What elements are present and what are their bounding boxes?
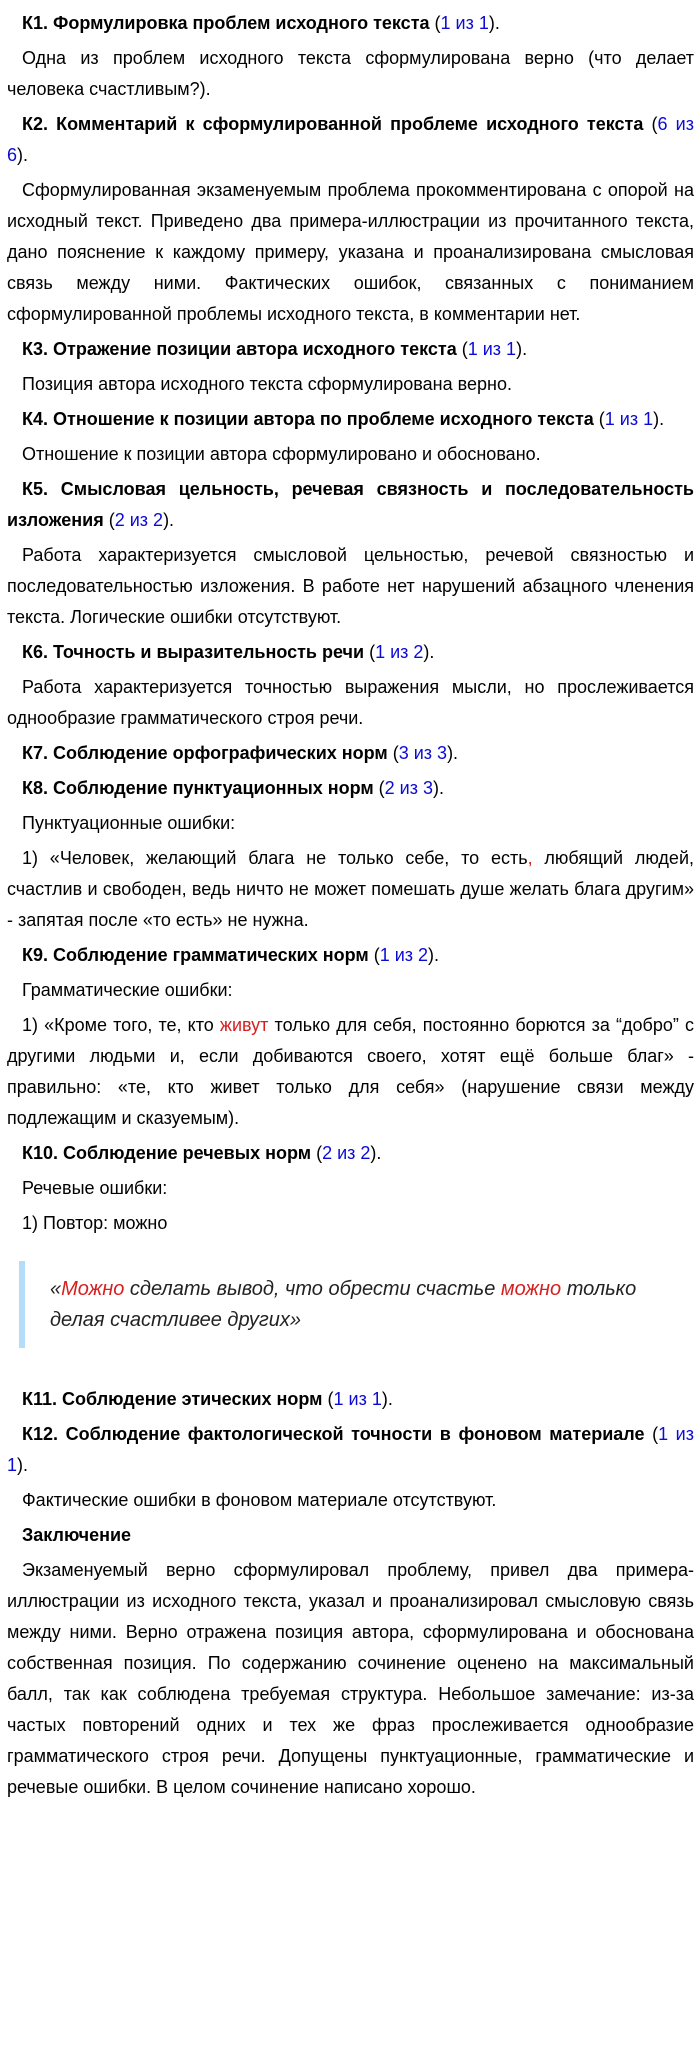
criterion-k12-comment: Фактические ошибки в фоновом материале отсутствуют. — [22, 1490, 497, 1510]
criterion-k9-score: 1 из 2 — [379, 945, 429, 965]
criterion-k5-code: К5. — [22, 479, 48, 499]
criterion-k8-title: Соблюдение пунктуационных норм — [53, 778, 374, 798]
conclusion-text: Экзаменуемый верно сформулировал проблему, привел два примера-иллюстрации из исходного текста, указал и проанализировал смысловую связь между ними. Верно отражена позиция автора, сформулирована и обоснована собственная позиция. По содержанию сочинение оценено на максимальный балл, так как соблюдена требуемая структура. Небольшое замечание: из-за частых повторений одних и тех же фраз прослеживается однообразие грамматического строя речи. Допущены пунктуационные, грамматические и речевые ошибки. В целом сочинение написано хорошо. — [7, 1560, 694, 1797]
criterion-k4-heading: К4. Отношение к позиции автора по проблеме исходного текста (1 из 1). — [22, 409, 665, 429]
criterion-k7-title: Соблюдение орфографических норм — [53, 743, 388, 763]
criterion-k8-code: К8. — [22, 778, 48, 798]
quote-repeat-word-2: можно — [500, 1278, 562, 1300]
criterion-k1-title: Формулировка проблем исходного текста — [53, 13, 430, 33]
criterion-k5-heading: К5. Смысловая цельность, речевая связность и последовательность изложения (2 из 2). — [7, 479, 694, 530]
criterion-k10-heading: К10. Соблюдение речевых норм (2 из 2). — [22, 1143, 382, 1163]
criterion-k11-title: Соблюдение этических норм — [62, 1389, 323, 1409]
criterion-k10-score: 2 из 2 — [322, 1143, 371, 1163]
criterion-k7-code: К7. — [22, 743, 48, 763]
criterion-k3-comment: Позиция автора исходного текста сформулирована верно. — [22, 374, 512, 394]
criterion-k10-title: Соблюдение речевых норм — [63, 1143, 312, 1163]
criterion-k8-heading: К8. Соблюдение пунктуационных норм (2 из 3). — [22, 778, 444, 798]
criterion-k9-title: Соблюдение грамматических норм — [53, 945, 369, 965]
criterion-k10-subheading: Речевые ошибки: — [22, 1178, 168, 1198]
criterion-k2-title: Комментарий к сформулированной проблеме исходного текста — [56, 114, 644, 134]
criterion-k2-heading: К2. Комментарий к сформулированной проблеме исходного текста (6 из 6). — [7, 114, 694, 165]
quote-text-middle: сделать вывод, что обрести счастье — [124, 1278, 501, 1300]
criterion-k5-title: Смысловая цельность, речевая связность и последовательность изложения — [7, 479, 694, 530]
criterion-k5-score: 2 из 2 — [114, 510, 164, 530]
criterion-k12-heading: К12. Соблюдение фактологической точности в фоновом материале (1 из 1). — [7, 1424, 694, 1475]
conclusion-title: Заключение — [22, 1525, 132, 1545]
criterion-k8-score: 2 из 3 — [384, 778, 433, 798]
criterion-k4-score: 1 из 1 — [604, 409, 654, 429]
error-item-text-before: 1) «Человек, желающий блага не только себе, то есть — [22, 848, 528, 868]
criterion-k4-code: К4. — [22, 409, 48, 429]
criterion-k11-heading: К11. Соблюдение этических норм (1 из 1). — [22, 1389, 393, 1409]
criterion-k3-title: Отражение позиции автора исходного текста — [53, 339, 457, 359]
criterion-k9-error-item — [7, 1010, 694, 1134]
criterion-k3-code: К3. — [22, 339, 48, 359]
quote-text-end: только делая счастливее других» — [50, 1278, 637, 1331]
criterion-k7-heading: К7. Соблюдение орфографических норм (3 из 3). — [22, 743, 459, 763]
criterion-k6-heading: К6. Точность и выразительность речи (1 из 2). — [22, 642, 435, 662]
error-item-text-after: любящий людей, счастлив и свободен, ведь ничто не может помешать душе желать блага другим» - запятая после «то есть» не нужна. — [7, 848, 694, 930]
error-highlight: живут — [219, 1015, 269, 1035]
error-item-text-after: только для себя, постоянно борются за “добро” с другими людьми и, если добиваются своего, хотят ещё больше благ» - правильно: «те, кто живет только для себя» (нарушение связи между подлежащим и сказуемым). — [7, 1015, 694, 1128]
criterion-k7-score: 3 из 3 — [398, 743, 448, 763]
criterion-k11-score: 1 из 1 — [333, 1389, 382, 1409]
criterion-k9-heading: К9. Соблюдение грамматических норм (1 из 2). — [22, 945, 440, 965]
error-highlight: , — [527, 848, 533, 868]
criterion-k1-code: К1. — [22, 13, 48, 33]
criterion-k1-score: 1 из 1 — [440, 13, 489, 33]
criterion-k2-code: К2. — [22, 114, 48, 134]
criterion-k1-heading: К1. Формулировка проблем исходного текста (1 из 1). — [22, 13, 500, 33]
criterion-k2-comment: Сформулированная экзаменуемым проблема прокомментирована с опорой на исходный текст. Приведено два примера-иллюстрации из прочитанного текста, дано пояснение к каждому примеру, указана и проанализирована смысловая связь между ними. Фактических ошибок, связанных с пониманием сформулированной проблемы исходного текста, в комментарии нет. — [7, 180, 694, 324]
criterion-k10-code: К10. — [22, 1143, 59, 1163]
criterion-k5-comment: Работа характеризуется смысловой цельностью, речевой связностью и последовательностью изложения. В работе нет нарушений абзацного членения текста. Логические ошибки отсутствуют. — [7, 545, 694, 627]
criterion-k11-code: К11. — [22, 1389, 58, 1409]
criterion-k6-comment: Работа характеризуется точностью выражения мысли, но прослеживается однообразие грамматического строя речи. — [7, 677, 694, 728]
criterion-k3-score: 1 из 1 — [467, 339, 517, 359]
criterion-k6-code: К6. — [22, 642, 48, 662]
criterion-k6-score: 1 из 2 — [375, 642, 424, 662]
criterion-k4-comment: Отношение к позиции автора сформулировано и обосновано. — [22, 444, 541, 464]
criterion-k8-error-item — [7, 843, 694, 936]
error-item-text-before: 1) «Кроме того, те, кто — [22, 1015, 220, 1035]
criterion-k1-comment: Одна из проблем исходного текста сформулирована верно (что делает человека счастливым?). — [7, 48, 694, 99]
criterion-k9-code: К9. — [22, 945, 48, 965]
criterion-k2-score: 6 из 6 — [7, 114, 694, 165]
criterion-k6-title: Точность и выразительность речи — [53, 642, 365, 662]
quote-block — [19, 1261, 694, 1348]
criterion-k9-subheading: Грамматические ошибки: — [22, 980, 233, 1000]
criterion-k3-heading: К3. Отражение позиции автора исходного текста (1 из 1). — [22, 339, 528, 359]
criterion-k10-error-item: 1) Повтор: можно — [22, 1213, 168, 1233]
quote-repeat-word-1: Можно — [61, 1278, 125, 1300]
criterion-k8-subheading: Пунктуационные ошибки: — [22, 813, 236, 833]
criterion-k12-title: Соблюдение фактологической точности в фоновом материале — [65, 1424, 645, 1444]
criterion-k12-code: К12. — [22, 1424, 59, 1444]
quote-open: « — [50, 1278, 62, 1300]
criterion-k12-score: 1 из 1 — [7, 1424, 694, 1475]
criterion-k4-title: Отношение к позиции автора по проблеме исходного текста — [53, 409, 594, 429]
